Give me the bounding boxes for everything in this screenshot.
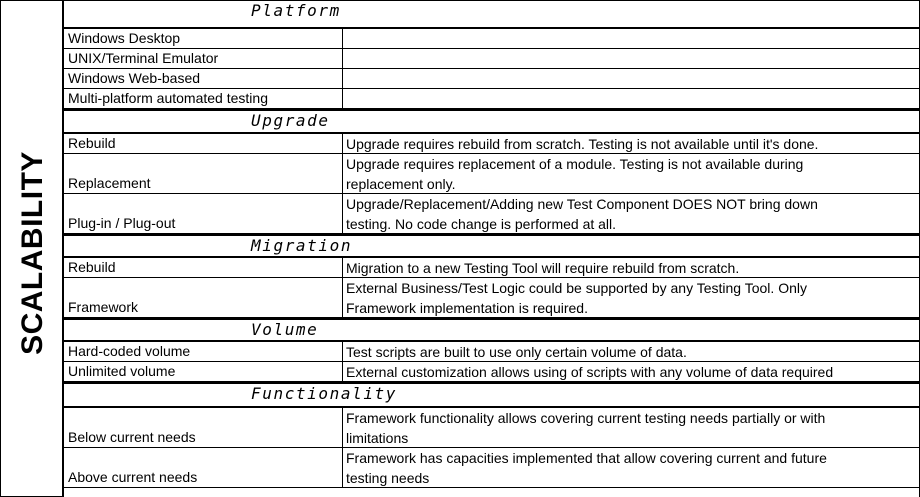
section-header-platform (64, 1, 919, 29)
table-row (64, 278, 919, 318)
row-name: Unlimited volume (64, 362, 343, 381)
row-description (343, 89, 919, 108)
row-description: Test scripts are built to use only certain volume of data. (346, 344, 687, 360)
section-header-migration (64, 234, 919, 258)
table-row (64, 89, 919, 109)
row-description: Framework functionality allows covering current testing needs partially or with limitations (346, 410, 826, 446)
row-name: Windows Web-based (64, 69, 343, 88)
row-name: Replacement (64, 154, 343, 193)
row-name: Plug-in / Plug-out (64, 194, 343, 233)
section-title: Platform (251, 1, 341, 20)
section-header-functionality (64, 382, 919, 408)
row-description: Framework has capacities implemented that allow covering current and future testing needs (346, 450, 827, 486)
row-description: Upgrade requires replacement of a module. Testing is not available during replacement only. (346, 156, 804, 192)
row-description: Migration to a new Testing Tool will require rebuild from scratch. (346, 260, 740, 276)
table-row (64, 342, 919, 362)
row-description (343, 69, 919, 88)
table-row (64, 362, 919, 382)
table-row (64, 49, 919, 69)
table-row (64, 154, 919, 194)
table-row (64, 448, 919, 488)
row-name: Windows Desktop (64, 29, 343, 48)
side-label: SCALABILITY (16, 151, 49, 355)
section-title: Functionality (251, 384, 398, 403)
side-label-cell (0, 0, 64, 497)
section-title: Migration (251, 236, 353, 255)
row-name: Hard-coded volume (64, 342, 343, 361)
section-header-upgrade (64, 109, 919, 134)
table-row (64, 29, 919, 49)
row-description: External Business/Test Logic could be supported by any Testing Tool. Only Framework implementation is required. (346, 280, 807, 316)
row-name: Below current needs (64, 408, 343, 447)
row-description: External customization allows using of scripts with any volume of data required (346, 364, 834, 380)
row-name: Rebuild (64, 258, 343, 277)
row-description (343, 29, 919, 48)
row-name: Above current needs (64, 448, 343, 487)
section-title: Upgrade (251, 111, 330, 130)
row-name: UNIX/Terminal Emulator (64, 49, 343, 68)
table-row (64, 134, 919, 154)
row-name: Framework (64, 278, 343, 317)
table-row (64, 194, 919, 234)
section-title: Volume (251, 320, 319, 339)
row-description: Upgrade requires rebuild from scratch. Testing is not available until it's done. (346, 136, 819, 152)
table-row (64, 69, 919, 89)
section-header-volume (64, 318, 919, 342)
scalability-table (64, 0, 920, 497)
row-name: Rebuild (64, 134, 343, 153)
table-row (64, 408, 919, 448)
table-row (64, 258, 919, 278)
row-name: Multi-platform automated testing (64, 89, 343, 108)
row-description: Upgrade/Replacement/Adding new Test Component DOES NOT bring down testing. No code change is performed at all. (346, 196, 818, 232)
row-description (343, 49, 919, 68)
